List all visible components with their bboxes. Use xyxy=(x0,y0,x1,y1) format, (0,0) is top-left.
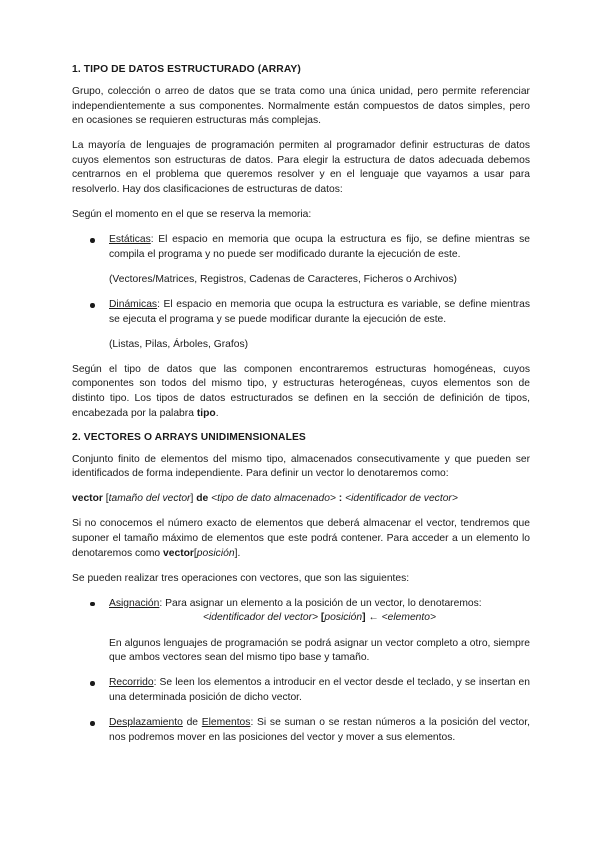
section2-heading: 2. VECTORES O ARRAYS UNIDIMENSIONALES xyxy=(72,431,306,443)
section1-paragraph-2: La mayoría de lenguajes de programación permiten al programador definir estructuras de datos cuyos elementos son estructuras de datos. Para elegir la estructura de datos adecuada debemos centrarnos en el problema que queremos resolver y en el lenguaje que vayamos a usar para resolverlo. Hay dos clasificaciones de estructuras de datos: xyxy=(72,140,530,196)
list-item-recorrido xyxy=(72,676,530,705)
bullet-icon xyxy=(90,681,95,686)
bullet-icon xyxy=(90,721,95,726)
section1-paragraph-3: Según el momento en el que se reserva la memoria: xyxy=(72,209,312,221)
document-page xyxy=(72,64,530,756)
bullet-icon xyxy=(90,303,95,308)
section2-paragraph-1: Conjunto finito de elementos del mismo tipo, almacenados consecutivamente y que pueden ser identificados de forma independiente. Para definir un vector lo denotaremos como: xyxy=(72,453,530,480)
dinamicas-term: Dinámicas xyxy=(109,299,158,311)
memory-classification-list xyxy=(72,233,530,352)
asignacion-formula: <identificador del vector> [posición] ← <elemento> xyxy=(203,612,436,624)
section1-paragraph-1: Grupo, colección o arreo de datos que se trata como una única unidad, pero permite referenciar independientemente a sus componentes. Normalmente están compuestos de datos simples, pero en ocasiones se requieren estructuras más complejas. xyxy=(72,86,530,127)
vector-definition-syntax: vector [tamaño del vector] de <tipo de dato almacenado> : <identificador de vector> xyxy=(72,493,458,505)
keyword-tipo: tipo xyxy=(196,407,216,419)
list-item-desplazamiento xyxy=(72,716,530,745)
list-item-asignacion xyxy=(72,597,530,666)
list-item-estaticas xyxy=(72,233,530,287)
dinamicas-examples: (Listas, Pilas, Árboles, Grafos) xyxy=(109,338,249,350)
desplazamiento-definition: Desplazamiento de Elementos: Si se suman o se restan números a la posición del vector, nos podremos mover en las posiciones del vector y mover a sus elementos. xyxy=(109,716,530,743)
bullet-icon xyxy=(90,602,95,607)
section2-paragraph-3: Se pueden realizar tres operaciones con vectores, que son las siguientes: xyxy=(72,572,410,584)
estaticas-examples: (Vectores/Matrices, Registros, Cadenas de Caracteres, Ficheros o Archivos) xyxy=(109,273,457,285)
recorrido-definition: Recorrido: Se leen los elementos a introducir en el vector desde el teclado, y se insertan en una determinada posición de dicho vector. xyxy=(109,677,530,703)
bullet-icon xyxy=(90,238,95,243)
list-item-dinamicas xyxy=(72,298,530,352)
section1-paragraph-4: Según el tipo de datos que las componen encontraremos estructuras homogéneas, cuyos componentes son todos del mismo tipo, y estructuras heterogéneas, cuyos elementos son de distinto tipo. Los tipos de datos estructurados se definen en la sección de definición de tipos, encabezada por la palabra tipo. xyxy=(72,363,530,419)
dinamicas-definition: Dinámicas: El espacio en memoria que ocupa la estructura es variable, se define mientras se ejecuta el programa y se puede modificar durante la ejecución de este. xyxy=(109,299,530,325)
section2-paragraph-2: Si no conocemos el número exacto de elementos que deberá almacenar el vector, tendremos que suponer el tamaño máximo de elementos que este podrá contener. Para acceder a un elemento lo denotaremos como vector[posición]. xyxy=(72,518,530,559)
asignacion-note: En algunos lenguajes de programación se podrá asignar un vector completo a otro, siempre que ambos vectores sean del mismo tipo base y tamaño. xyxy=(109,637,530,664)
asignacion-definition: Asignación: Para asignar un elemento a la posición de un vector, lo denotaremos: xyxy=(109,597,482,609)
vector-operations-list xyxy=(72,597,530,745)
estaticas-term: Estáticas xyxy=(109,234,151,246)
estaticas-definition: Estáticas: El espacio en memoria que ocupa la estructura es fijo, se define mientras se compila el programa y no puede ser modificado durante la ejecución de este. xyxy=(109,234,530,260)
section1-heading: 1. TIPO DE DATOS ESTRUCTURADO (ARRAY) xyxy=(72,64,301,75)
